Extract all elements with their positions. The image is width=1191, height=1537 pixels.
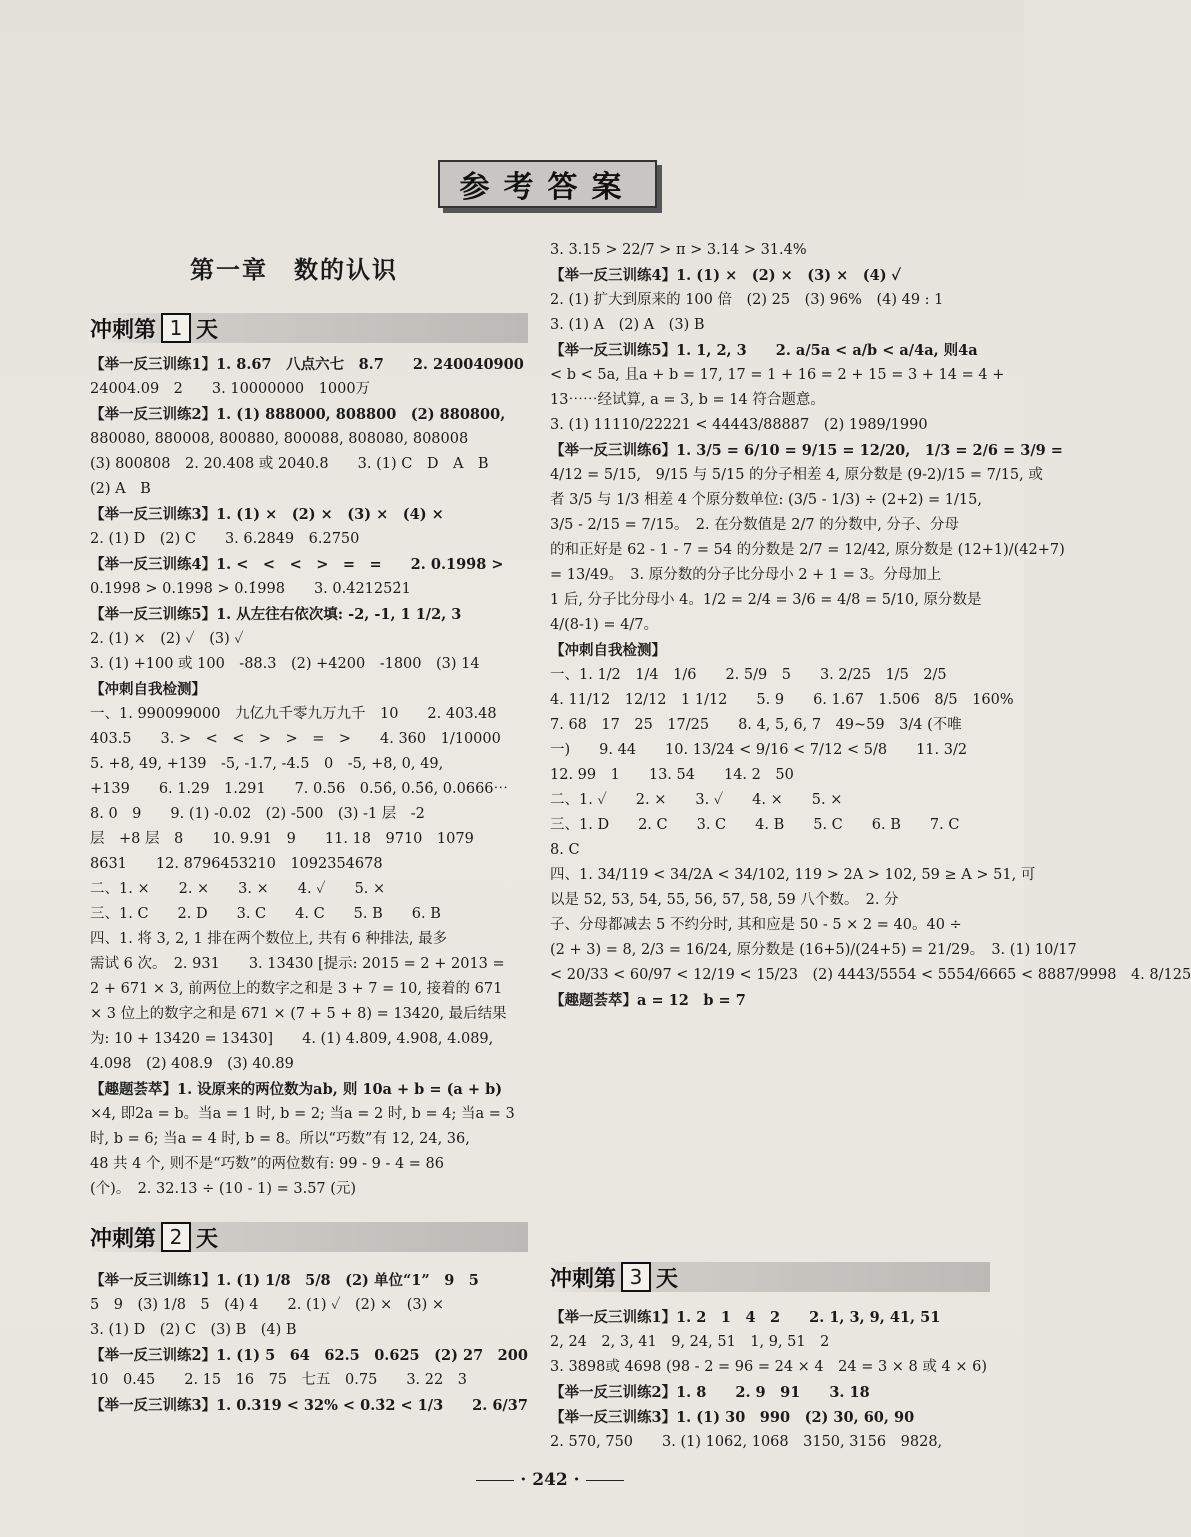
answer-line: 【举一反三训练2】1. (1) 888000, 808800 (2) 880800,: [90, 406, 506, 423]
answer-line: (2) A B: [90, 481, 151, 497]
day2-header: [90, 1222, 528, 1252]
day2-prefix: 冲刺第: [90, 1226, 157, 1252]
answer-line: 2, 24 2, 3, 41 9, 24, 51 1, 9, 51 2: [550, 1334, 830, 1350]
answer-line: 【举一反三训练1】1. (1) 1/8 5/8 (2) 单位“1” 9 5: [90, 1272, 479, 1289]
answer-line: 3/5 - 2/15 = 7/15。 2. 在分数值是 2/7 的分数中, 分子、分母: [550, 517, 959, 533]
answer-line: 【举一反三训练3】1. 0.319 < 32% < 0.3̇2 < 1/3 2. 6/37: [90, 1397, 528, 1414]
answer-line: (个)。 2. 32.13 ÷ (10 - 1) = 3.57 (元): [90, 1181, 357, 1197]
answer-line: 时, b = 6; 当a = 4 时, b = 8。所以“巧数”有 12, 24, 36,: [90, 1131, 470, 1147]
chapter-title: 第一章 数的认识: [190, 255, 398, 284]
answer-line: 3. 3.15 > 22/7 > π > 3.14 > 31.4%: [550, 242, 807, 258]
answer-line: 4. 11/12 12/12 1 1/12 5. 9 6. 1.67 1.506 8/5 160%: [550, 692, 1014, 708]
day2-answers: [90, 1268, 530, 1418]
answer-line: 0.19̇98 > 0.1998 > 0.1̇998 3. 0.4̇21252̇1: [90, 581, 411, 597]
answer-line: 【举一反三训练1】1. 8.67 八点六七 8.7 2. 240040900: [90, 356, 524, 373]
answer-line: = 13/49。 3. 原分数的分子比分母小 2 + 1 = 3。分母加上: [550, 567, 942, 583]
day1-number: 1: [161, 313, 191, 343]
answer-line: 【趣题荟萃】1. 设原来的两位数为ab, 则 10a + b = (a + b): [90, 1081, 503, 1098]
answer-line: 24004.09 2 3. 10000000 1000万: [90, 381, 371, 397]
answer-line: 2. (1) 扩大到原来的 100 倍 (2) 25 (3) 96% (4) 49 : 1: [550, 292, 944, 308]
answer-line: × 3 位上的数字之和是 671 × (7 + 5 + 8) = 13420, 最后结果: [90, 1006, 507, 1022]
day3-prefix: 冲刺第: [550, 1266, 617, 1292]
answer-line: 二、1. ✓ 2. × 3. ✓ 4. × 5. ×: [550, 792, 843, 808]
footer-rule-left: [476, 1480, 514, 1481]
right-answers: [550, 238, 1191, 1013]
answer-line: 2. (1) D (2) C 3. 6.2849 6.2750: [90, 531, 360, 547]
answer-line: 4.098 (2) 408.9 (3) 40.89: [90, 1056, 294, 1072]
answer-line: 403.5 3. > < < > > = > 4. 360 1/10000: [90, 731, 501, 747]
answer-line: 【举一反三训练4】1. < < < > = = 2. 0.199̇8 >: [90, 556, 504, 573]
day1-suffix: 天: [196, 317, 219, 343]
answer-line: 2. (1) × (2) ✓ (3) ✓: [90, 631, 244, 647]
answer-line: 2 + 671 × 3, 前两位上的数字之和是 3 + 7 = 10, 接着的 671: [90, 981, 503, 997]
answer-line: 4/12 = 5/15, 9/15 与 5/15 的分子相差 4, 原分数是 (9-2)/15 = 7/15, 或: [550, 467, 1043, 483]
answer-line: ×4, 即2a = b。当a = 1 时, b = 2; 当a = 2 时, b = 4; 当a = 3: [90, 1106, 515, 1122]
answer-line: 3. 3898或 4698 (98 - 2 = 96 = 24 × 4 24 = 3 × 8 或 4 × 6): [550, 1359, 987, 1375]
day1-answers: [90, 352, 530, 1202]
day3-suffix: 天: [656, 1266, 679, 1292]
answer-line: 2. 570, 750 3. (1) 1062, 1068 3150, 3156 9828,: [550, 1434, 943, 1450]
answer-line: 三、1. D 2. C 3. C 4. B 5. C 6. B 7. C: [550, 817, 960, 833]
answers-banner: [438, 160, 657, 208]
answer-line: (2 + 3) = 8, 2/3 = 16/24, 原分数是 (16+5)/(24+5) = 21/29。 3. (1) 10/17: [550, 942, 1077, 958]
answer-line: (3) 800808 2. 20.408 或 2040.8 3. (1) C D A B: [90, 456, 489, 472]
answer-line: 1 后, 分子比分母小 4。1/2 = 2/4 = 3/6 = 4/8 = 5/10, 原分数是: [550, 592, 982, 608]
answer-line: 880080, 880008, 800880, 800088, 808080, 808008: [90, 431, 469, 447]
answer-line: 8631 12. 8796453210 1092354678: [90, 856, 383, 872]
day3-answers: [550, 1305, 990, 1455]
answer-line: +139 6. 1.29 1.291 7. 0.56 0.56̇, 0.5̇6̇, 0.0666⋯: [90, 781, 509, 797]
page-number: 242: [532, 1470, 568, 1490]
answer-line: 4/(8-1) = 4/7。: [550, 617, 658, 633]
day2-suffix: 天: [196, 1226, 219, 1252]
answer-line: 子、分母都减去 5 不约分时, 其和应是 50 - 5 × 2 = 40。40 ÷: [550, 917, 962, 933]
answer-line: 5 9 (3) 1/8 5 (4) 4 2. (1) ✓ (2) × (3) ×: [90, 1297, 445, 1313]
answer-line: 3. (1) +100 或 100 -88.3 (2) +4200 -1800 (3) 14: [90, 656, 480, 672]
answer-line: 四、1. 将 3, 2, 1 排在两个数位上, 共有 6 种排法, 最多: [90, 931, 448, 947]
answer-line: 为: 10 + 13420 = 13430] 4. (1) 4.809, 4.908, 4.089,: [90, 1031, 494, 1047]
answer-line: 【冲刺自我检测】: [90, 681, 206, 698]
banner-title: 参考答案: [459, 170, 636, 205]
answer-line: 以是 52, 53, 54, 55, 56, 57, 58, 59 八个数。 2. 分: [550, 892, 899, 908]
answer-line: 需试 6 次。 2. 931 3. 13430 [提示: 2015 = 2 + 2013 =: [90, 956, 505, 972]
answer-line: 【趣题荟萃】a = 12 b = 7: [550, 992, 746, 1009]
answer-line: 48 共 4 个, 则不是“巧数”的两位数有: 99 - 9 - 4 = 86: [90, 1156, 444, 1172]
answer-line: 8. 0 9 9. (1) -0.02 (2) -500 (3) -1 层 -2: [90, 806, 425, 822]
answer-line: 三、1. C 2. D 3. C 4. C 5. B 6. B: [90, 906, 441, 922]
answer-line: 一、1. 1/2 1/4 1/6 2. 5/9 5 3. 2/25 1/5 2/5: [550, 667, 947, 683]
day3-number: 3: [621, 1262, 651, 1292]
answer-line: 7. 68 17 25 17/25 8. 4, 5, 6, 7 49~59 3/4 (不唯: [550, 717, 962, 733]
answer-line: 3. (1) A (2) A (3) B: [550, 317, 705, 333]
answer-line: 10 0.45 2. 15 16 75 七五 0.75 3. 22 3: [90, 1372, 467, 1388]
answer-line: 【举一反三训练3】1. (1) 30 990 (2) 30, 60, 90: [550, 1409, 915, 1426]
answer-line: 二、1. × 2. × 3. × 4. ✓ 5. ×: [90, 881, 386, 897]
answer-line: 5. +8, 49, +139 -5, -1.7, -4.5 0 -5, +8, 0, 49,: [90, 756, 444, 772]
answer-line: 者 3/5 与 1/3 相差 4 个原分数单位: (3/5 - 1/3) ÷ (2+2) = 1/15,: [550, 492, 982, 508]
answer-line: 13⋯⋯经试算, a = 3, b = 14 符合题意。: [550, 392, 825, 408]
answer-line: < b < 5a, 且a + b = 17, 17 = 1 + 16 = 2 + 15 = 3 + 14 = 4 +: [550, 367, 1005, 383]
answer-line: 【举一反三训练5】1. 从左往右依次填: -2, -1, 1 1/2, 3: [90, 606, 462, 623]
day1-header: [90, 313, 528, 343]
answer-line: 8. C: [550, 842, 580, 858]
answer-line: 12. 99 1 13. 54 14. 2 50: [550, 767, 794, 783]
answer-line: 【举一反三训练6】1. 3/5 = 6/10 = 9/15 = 12/20, 1/3 = 2/6 = 3/9 =: [550, 442, 1063, 459]
answer-line: 一) 9. 44 10. 13/24 < 9/16 < 7/12 < 5/8 11. 3/2: [550, 742, 968, 758]
answer-line: 【冲刺自我检测】: [550, 642, 666, 659]
answer-line: 【举一反三训练2】1. (1) 5 64 62.5 0.625 (2) 27 200: [90, 1347, 528, 1364]
answer-line: 【举一反三训练1】1. 2 1 4 2 2. 1, 3, 9, 41, 51: [550, 1309, 941, 1326]
day2-number: 2: [161, 1222, 191, 1252]
day3-header: [550, 1262, 990, 1292]
answer-line: 【举一反三训练4】1. (1) × (2) × (3) × (4) ✓: [550, 267, 902, 284]
answer-line: 的和正好是 62 - 1 - 7 = 54 的分数是 2/7 = 12/42, 原分数是 (12+1)/(42+7): [550, 542, 1065, 558]
answer-line: 四、1. 34/119 < 34/2A < 34/102, 119 > 2A > 102, 59 ≥ A > 51, 可: [550, 867, 1036, 883]
answer-line: 【举一反三训练2】1. 8 2. 9 91 3. 18: [550, 1384, 870, 1401]
day1-prefix: 冲刺第: [90, 317, 157, 343]
answer-line: 一、1. 990099000 九亿九千零九万九千 10 2. 403.48: [90, 706, 497, 722]
answer-line: 【举一反三训练5】1. 1, 2, 3 2. a/5a < a/b < a/4a, 则4a: [550, 342, 978, 359]
answer-line: 【举一反三训练3】1. (1) × (2) × (3) × (4) ×: [90, 506, 444, 523]
footer-rule-right: [586, 1480, 624, 1481]
answer-line: 3. (1) 11110/22221 < 44443/88887 (2) 1989/1990: [550, 417, 928, 433]
answer-line: 3. (1) D (2) C (3) B (4) B: [90, 1322, 297, 1338]
answer-line: < 20/33 < 60/97 < 12/19 < 15/23 (2) 4443/5554 < 5554/6665 < 8887/9998 4. 8/125: [550, 967, 1191, 983]
answer-line: 层 +8 层 8 10. 9.91 9 11. 18 9710 1079: [90, 831, 474, 847]
page-footer: · 242 ·: [470, 1470, 630, 1490]
